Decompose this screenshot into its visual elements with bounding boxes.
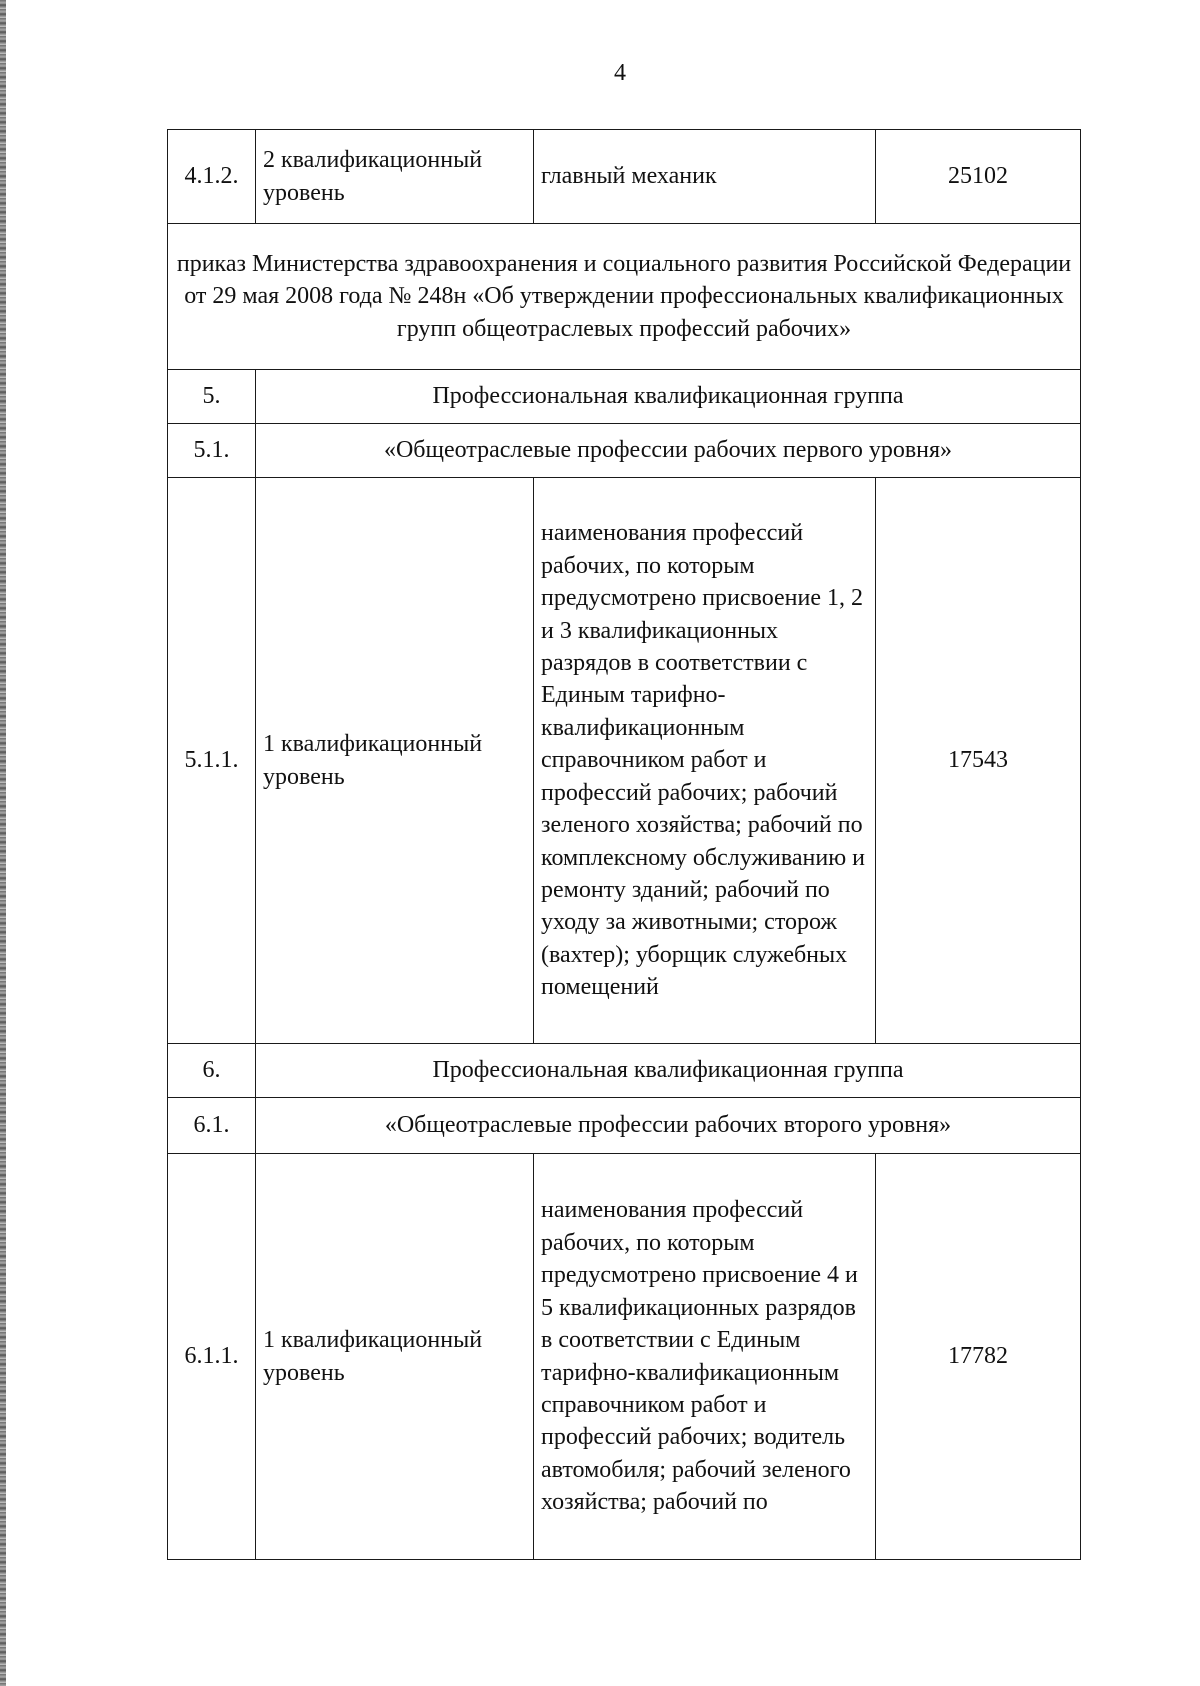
table-row xyxy=(168,130,1081,224)
subgroup-title: «Общеотраслевые профессии рабочих первого уровня» xyxy=(256,424,1081,478)
salary-table xyxy=(167,129,1081,1560)
group-row xyxy=(168,370,1081,424)
group-title: Профессиональная квалификационная группа xyxy=(256,370,1081,424)
profession-list: наименования профессий рабочих, по которым предусмотрено присвоение 4 и 5 квалификационных разрядов в соответствии с Единым тарифно-квалификационным справочником работ и профессий рабочих; водитель автомобиля; рабочий зеленого хозяйства; рабочий по xyxy=(534,1154,876,1560)
subgroup-title: «Общеотраслевые профессии рабочих второго уровня» xyxy=(256,1098,1081,1154)
qualification-level: 2 квалификационный уровень xyxy=(256,130,534,224)
table-row xyxy=(168,478,1081,1044)
group-number: 5. xyxy=(168,370,256,424)
subgroup-row xyxy=(168,1098,1081,1154)
order-row xyxy=(168,224,1081,370)
subgroup-row xyxy=(168,424,1081,478)
salary-amount: 17782 xyxy=(876,1154,1081,1560)
order-reference: приказ Министерства здравоохранения и социального развития Российской Федерации от 29 мая 2008 года № 248н «Об утверждении профессиональных квалификационных групп общеотраслевых профессий рабочих» xyxy=(168,224,1081,370)
row-number: 5.1.1. xyxy=(168,478,256,1044)
qualification-level: 1 квалификационный уровень xyxy=(256,1154,534,1560)
row-number: 6.1.1. xyxy=(168,1154,256,1560)
subgroup-number: 5.1. xyxy=(168,424,256,478)
page-number: 4 xyxy=(614,60,626,86)
salary-amount: 17543 xyxy=(876,478,1081,1044)
qualification-level: 1 квалификационный уровень xyxy=(256,478,534,1044)
subgroup-number: 6.1. xyxy=(168,1098,256,1154)
group-number: 6. xyxy=(168,1044,256,1098)
group-row xyxy=(168,1044,1081,1098)
scan-edge xyxy=(0,0,6,1686)
table-row xyxy=(168,1154,1081,1560)
group-title: Профессиональная квалификационная группа xyxy=(256,1044,1081,1098)
salary-amount: 25102 xyxy=(876,130,1081,224)
profession-list: наименования профессий рабочих, по которым предусмотрено присвоение 1, 2 и 3 квалификационных разрядов в соответствии с Единым тарифно-квалификационным справочником работ и профессий рабочих; рабочий зеленого хозяйства; рабочий по комплексному обслуживанию и ремонту зданий; рабочий по уходу за животными; сторож (вахтер); уборщик служебных помещений xyxy=(534,478,876,1044)
position-name: главный механик xyxy=(534,130,876,224)
row-number: 4.1.2. xyxy=(168,130,256,224)
